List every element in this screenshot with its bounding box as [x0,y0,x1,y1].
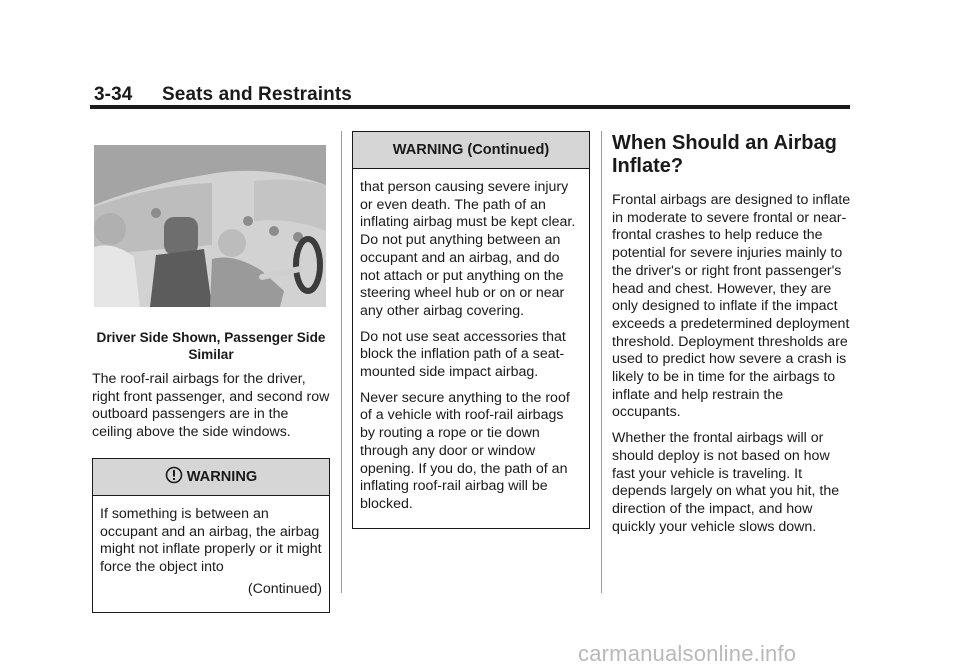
warning-continued-box [352,131,590,529]
right-column [612,131,852,544]
body-paragraph: Frontal airbags are designed to inflate in moderate to severe frontal or near-frontal crashes to help reduce the potential for severe injuries mainly to the driver's or right front passenger's head and chest. However, they are only designed to inflate if the impact exceeds a predetermined deployment threshold. Deployment thresholds are used to predict how severe a crash is likely to be in time for the airbags to inflate and help restrain the occupants. [612,192,851,421]
warning-paragraph: Never secure anything to the roof of a vehicle with roof-rail airbags by routing a rope or tie down through any door or window opening. If you do, the path of an inflating roof-rail airbag will be blocked. [360,389,570,512]
warning-box [92,458,330,614]
roof-rail-paragraph: The roof-rail airbags for the driver, right front passenger, and second row outboard passengers are in the ceiling above the side windows. [92,371,330,441]
left-column [92,145,330,613]
section-heading: When Should an Airbag Inflate? [612,132,837,177]
watermark: carmanualsonline.info [578,641,797,666]
warning-icon [165,462,183,498]
column-divider-2 [601,131,602,593]
continued-label: (Continued) [247,580,322,597]
warning-text: If something is between an occupant and an airbag, the airbag might not inflate properly or it might force the object into [100,505,322,575]
header-rule [90,105,850,109]
column-divider-1 [341,131,342,593]
body-paragraph: Whether the frontal airbags will or should deploy is not based on how fast your vehicle is traveling. It depends largely on what you hit, the direction of the impact, and how quickly your vehicle slows down. [612,430,840,535]
warning-continued-body [353,169,589,528]
airbag-illustration-icon [94,145,326,307]
warning-paragraph: Do not use seat accessories that block the inflation path of a seat-mounted side impact airbag. [360,328,566,381]
page-number: 3-34 [94,84,133,105]
middle-column [352,131,590,529]
warning-title: WARNING [186,468,258,485]
page-header [94,84,352,106]
figure-caption: Driver Side Shown, Passenger Side Similar [96,330,326,362]
section-title: Seats and Restraints [162,84,352,105]
warning-paragraph: that person causing severe injury or even death. The path of an inflating airbag must be kept clear. Do not put anything between an occupant and an airbag, and do not attach or put anything on the steering wheel hub or on or near any other airbag covering. [360,179,576,319]
warning-body [93,496,329,613]
warning-header [93,459,329,496]
warning-continued-header: WARNING (Continued) [353,132,589,169]
